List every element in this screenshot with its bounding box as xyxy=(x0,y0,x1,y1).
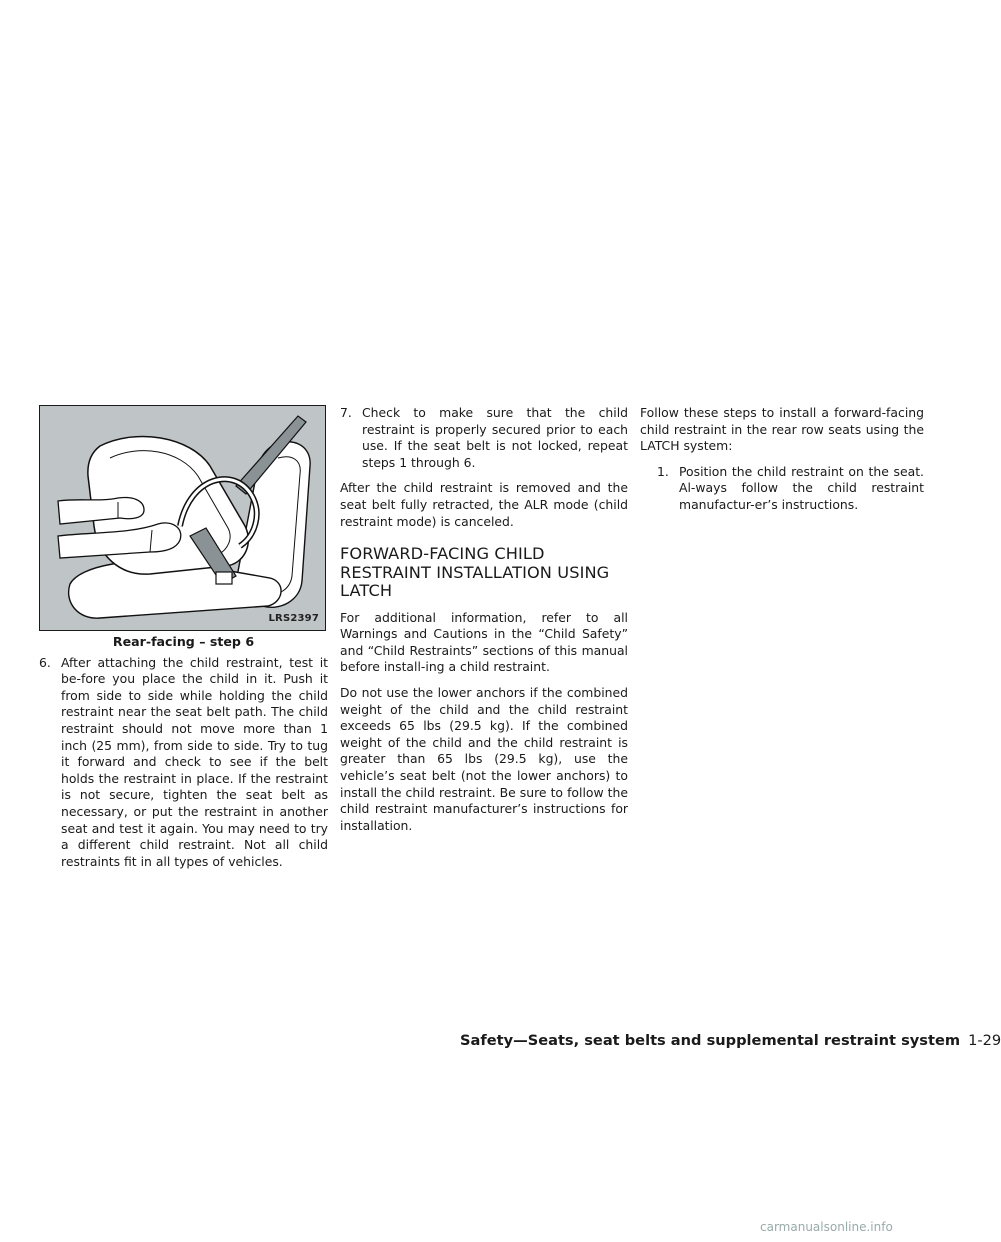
step-number: 1. xyxy=(657,463,669,479)
figure-code: LRS2397 xyxy=(266,611,321,628)
child-restraint-illustration xyxy=(40,406,324,629)
step-6 xyxy=(39,655,328,871)
step-number: 7. xyxy=(340,405,352,420)
column-left xyxy=(39,405,328,879)
paragraph-weight-limit: Do not use the lower anchors if the combined weight of the child and the child restraint exceeds 65 lbs (29.5 kg). If the combined weight of the child and the child restraint is greater than 65 lbs (29.5 kg), use the vehicle’s seat belt (not the lower anchors) to install the child restraint. Be sure to follow the child restraint manufacturer’s instructions for installation. xyxy=(340,685,628,833)
step-number: 6. xyxy=(39,654,51,670)
step-7 xyxy=(340,405,628,471)
section-heading: FORWARD-FACING CHILD RESTRAINT INSTALLATION USING LATCH xyxy=(340,544,610,601)
step-text: Position the child restraint on the seat. Al-ways follow the child restraint manufactur-er’s instructions. xyxy=(679,463,924,512)
footer-section-title: Safety—Seats, seat belts and supplemental restraint system xyxy=(460,1032,961,1049)
figure-caption: Rear-facing – step 6 xyxy=(112,634,255,649)
column-middle xyxy=(340,405,628,843)
paragraph-intro: Follow these steps to install a forward-facing child restraint in the rear row seats using the LATCH system: xyxy=(640,405,924,454)
step-1 xyxy=(657,464,924,514)
step-text: After attaching the child restraint, test it be-fore you place the child in it. Push it from side to side while holding the child restraint near the seat belt path. The child restraint should not move more than 1 inch (25 mm), from side to side. Try to tug it forward and check to see if the belt holds the restraint in place. If the restraint is not secure, tighten the seat belt as necessary, or put the restraint in another seat and test it again. You may need to try a different child restraint. Not all child restraints fit in all types of vehicles. xyxy=(61,654,328,869)
watermark: carmanualsonline.info xyxy=(760,1220,893,1234)
paragraph-alr-mode: After the child restraint is removed and the seat belt fully retracted, the ALR mode (child restraint mode) is canceled. xyxy=(340,480,628,529)
page-number: 1-29 xyxy=(968,1032,1001,1049)
page-footer xyxy=(460,1032,1001,1049)
column-right xyxy=(640,405,924,523)
paragraph-additional-info: For additional information, refer to all Warnings and Cautions in the “Child Safety” and “Child Restraints” sections of this manual before install-ing a child restraint. xyxy=(340,609,628,675)
step-text: Check to make sure that the child restraint is properly secured prior to each use. If the seat belt is not locked, repeat steps 1 through 6. xyxy=(362,405,628,470)
figure-rear-facing-step6 xyxy=(39,405,326,631)
